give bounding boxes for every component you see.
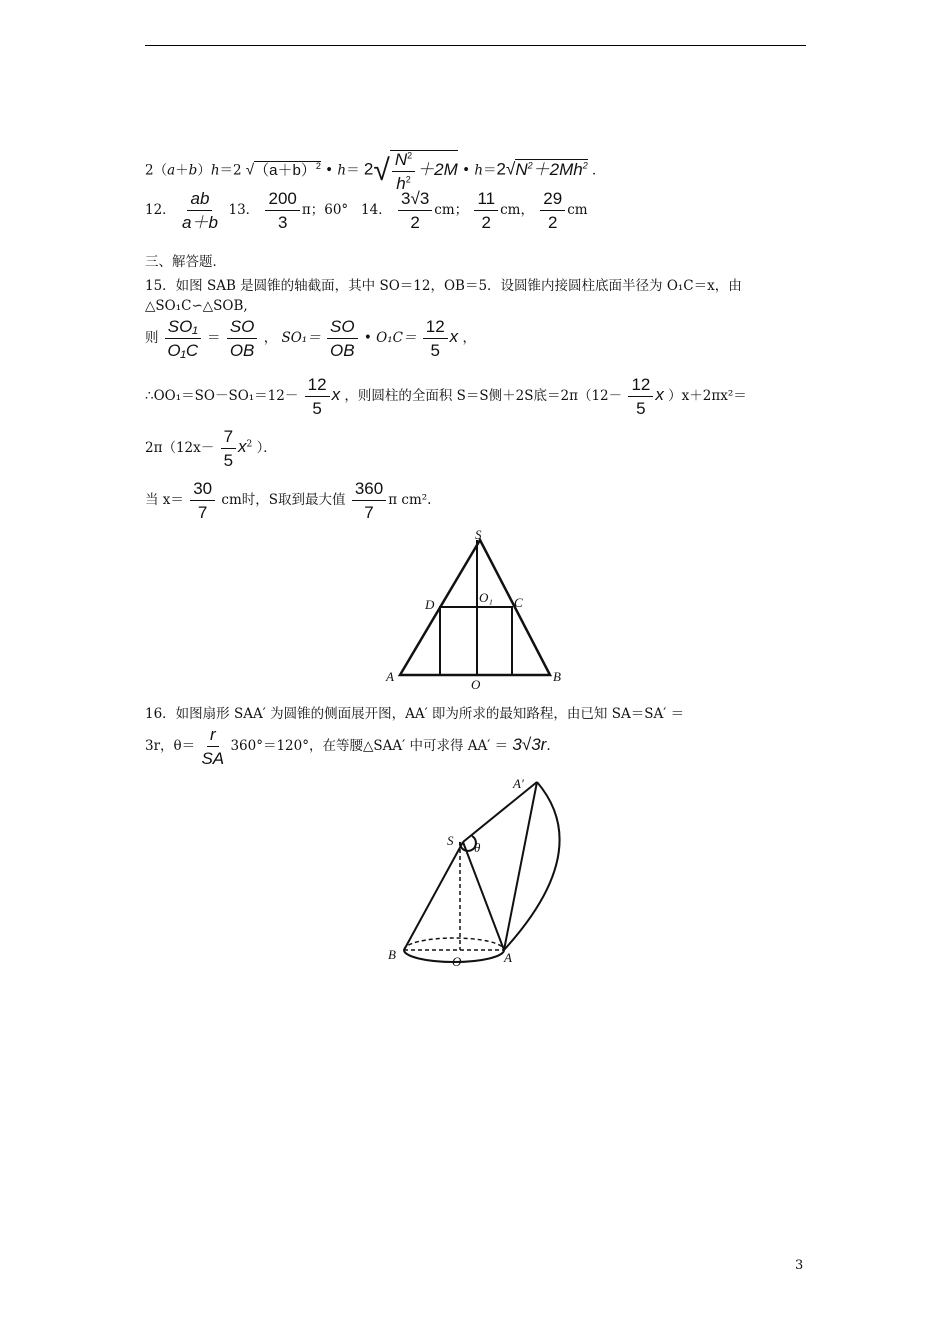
label-d: D [425, 597, 435, 612]
answer-line-12-14: 12． $\frac{ab}{a+b}$ 13． $\frac{200}{3}$ π；60° 14． $\frac{3√3}{2}$ cm； $\frac{11}{2}$ cm， $\frac{29}{2}$ cm [145, 189, 588, 232]
base-ellipse-back [404, 938, 504, 950]
section-heading: 三、解答题． [145, 254, 226, 270]
label-c: C [514, 595, 523, 610]
label-o1: O₁ [479, 590, 493, 605]
label-a: A [504, 950, 512, 965]
edge-sa-prime [463, 782, 537, 842]
answer-line-11: 2（a＋b）h＝2 $√(a+b)^2$ • h＝ 2√ $\frac{N^2}{h^2}$ ＋2M • $h=2√N^2+2Mh^2$ ． [145, 150, 606, 193]
q16-line-2: 3r，θ＝ $\frac{r}{SA}$ 360°＝120°，在等腰△SAA′ 中可求得 AA′ ＝ 3√3r. [145, 725, 551, 768]
label-theta: θ [474, 840, 481, 855]
page-number: 3 [795, 1258, 804, 1273]
q15-ratio-line: 则 $\frac{\text{SO₁}}{\text{O₁C}}$ ＝ $\frac{SO}{OB}$ ， SO₁＝ $\frac{SO}{OB}$ • O₁C＝ $\frac{12}{5}$ x ， [145, 317, 476, 360]
label-b: B [388, 947, 396, 962]
edge-sb [404, 842, 463, 950]
cone-axial-section-figure [380, 525, 580, 695]
header-rule [145, 45, 806, 46]
label-o: O [471, 677, 481, 692]
q15-max-line: 当 x＝ $\frac{30}{7}$ cm时，S取到最大值 $\frac{360}{7}$ π cm². [145, 479, 432, 522]
label-a-prime: A′ [513, 776, 524, 791]
label-s: S [475, 527, 482, 542]
label-s: S [447, 833, 454, 848]
q15-line-1: 15．如图 SAB 是圆锥的轴截面，其中 SO＝12，OB＝5．设圆锥内接圆柱底面半径为 O₁C＝x，由 [145, 278, 742, 294]
label-o: O [452, 954, 462, 969]
q15-area-line: ∴OO₁＝SO－SO₁＝12－ $\frac{12}{5}$ x ，则圆柱的全面积 S＝S侧＋2S底＝2π（12－ $\frac{12}{5}$ x ）x＋2πx²＝ [145, 375, 747, 418]
chord-aa-prime [504, 782, 537, 950]
q15-expand-line: 2π（12x－ $\frac{7}{5}$ $x^2$ ）． [145, 427, 277, 470]
q15-line-2: △SO₁C∽△SOB, [145, 298, 248, 314]
edge-sa [463, 842, 504, 950]
cone-unfolding-figure [380, 770, 580, 970]
label-a: A [386, 669, 394, 684]
label-b: B [553, 669, 561, 684]
q16-line-1: 16．如图扇形 SAA′ 为圆锥的侧面展开图，AA′ 即为所求的最知路程，由已知 SA＝SA′ ＝ [145, 706, 685, 722]
